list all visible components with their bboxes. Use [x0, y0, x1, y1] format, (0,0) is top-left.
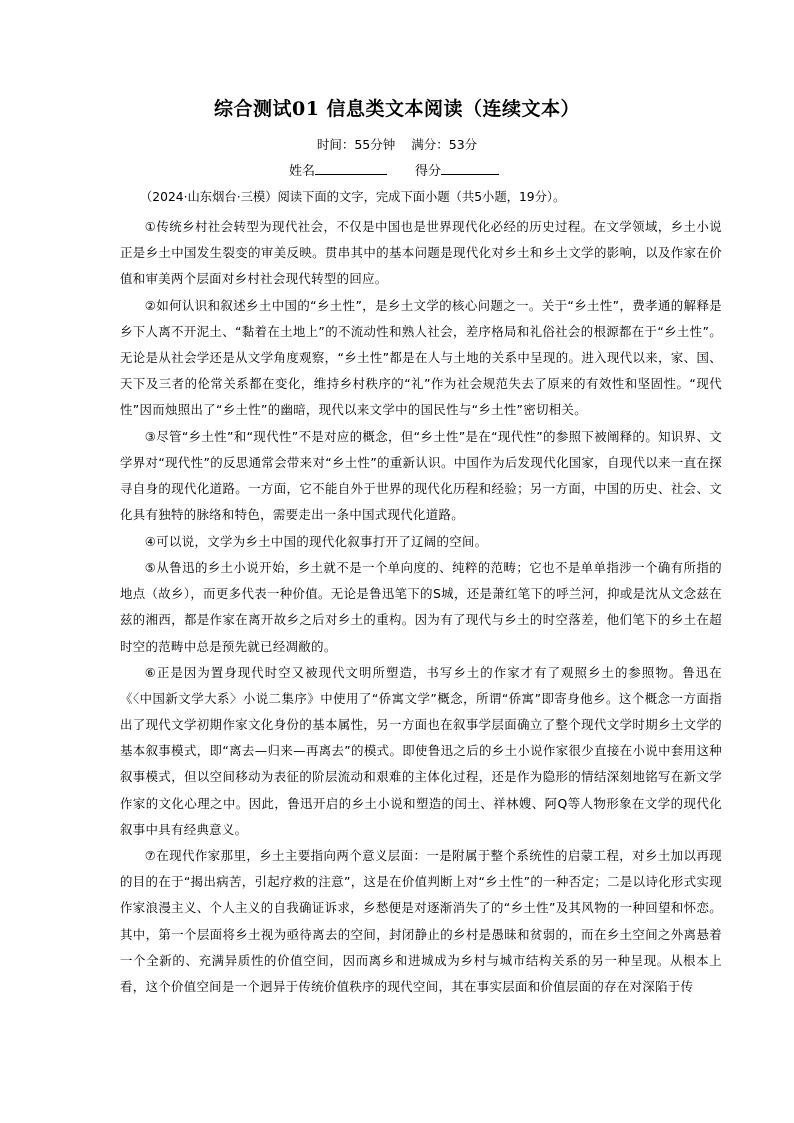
paragraph-4: ④可以说，文学为乡土中国的现代化叙事打开了辽阔的空间。: [144, 533, 488, 549]
name-score-row: [289, 160, 589, 179]
name-blank[interactable]: [315, 162, 387, 175]
page-title: 综合测试01 信息类文本阅读（连续文本）: [213, 98, 581, 120]
paragraph-3: ③尽管“乡土性”和“现代性”不是对应的概念，但“乡土性”是在“现代性”的参照下被阐释的。知识界、文学界对“现代性”的反思通常会带来对“乡土性”的重新认识。中国作为后发现代化国家，自现代以来一直在探寻自身的现代化道路。一方面，它不能自外于世界的现代化历程和经验；另一方面，中国的历史、社会、文化具有独特的脉络和特色，需要走出一条中国式现代化道路。: [120, 428, 722, 523]
name-label: 姓名: [289, 164, 316, 179]
question-source-line: （2024·山东烟台·三模）阅读下面的文字，完成下面小题（共5小题，19分）。: [140, 190, 566, 204]
score-label: 得分: [415, 164, 442, 179]
paragraph-5: ⑤从鲁迅的乡土小说开始，乡土就不是一个单向度的、纯粹的范畴；它也不是单单指涉一个确有所指的地点（故乡），而更多代表一种价值。无论是鲁迅笔下的S城，还是萧红笔下的呼兰河，抑或是沈从文念兹在兹的湘西，都是作家在离开故乡之后对乡土的重构。因为有了现代与乡土的时空落差，他们笔下的乡土在超时空的范畴中总是预先就已经凋敝的。: [120, 560, 722, 654]
reading-passage: [120, 214, 722, 1000]
paragraph-7: ⑦在现代作家那里，乡土主要指向两个意义层面：一是附属于整个系统性的启蒙工程，对乡土加以再现的目的在于“揭出病苦，引起疗救的注意”，这是在价值判断上对“乡土性”的一种否定；二是以诗化形式实现作家浪漫主义、个人主义的自我确证诉求，乡愁便是对逐渐消失了的“乡土性”及其风物的一种回望和怀恋。其中，第一个层面将乡土视为亟待离去的空间，封闭静止的乡村是愚昧和贫弱的，而在乡土空间之外离悬着一个全新的、充满异质性的价值空间，因而离乡和进城成为乡村与城市结构关系的另一种呈现。从根本上看，这个价值空间是一个迥异于传统价值秩序的现代空间，其在事实层面和价值层面的存在对深陷于传: [120, 848, 722, 994]
exam-meta: [0, 135, 794, 153]
full-score: 满分：53分: [411, 137, 478, 152]
score-blank[interactable]: [441, 162, 499, 175]
paragraph-2: ②如何认识和叙述乡土中国的“乡土性”，是乡土文学的核心问题之一。关于“乡土性”，费孝通的解释是乡下人离不开泥土、“黏着在土地上”的不流动性和熟人社会，差序格局和礼俗社会的根源都在于“乡土性”。无论是从社会学还是从文学角度观察，“乡土性”都是在人与土地的关系中呈现的。进入现代以来，家、国、天下及三者的伦常关系都在变化，维持乡村秩序的“礼”作为社会规范失去了原来的有效性和坚固性。“现代性”因而烛照出了“乡土性”的幽暗，现代以来文学中的国民性与“乡土性”密切相关。: [120, 297, 722, 418]
paragraph-1: ①传统乡村社会转型为现代社会，不仅是中国也是世界现代化必经的历史过程。在文学领域，乡土小说正是乡土中国发生裂变的审美反映。贯串其中的基本问题是现代化对乡土和乡土文学的影响，以及作家在价值和审美两个层面对乡村社会现代转型的回应。: [120, 219, 722, 287]
time-limit: 时间：55分钟: [316, 137, 396, 152]
paragraph-6: ⑥正是因为置身现代时空又被现代文明所塑造，书写乡土的作家才有了观照乡土的参照物。鲁迅在《〈中国新文学大系〉小说二集序》中使用了“侨寓文学”概念，所谓“侨寓”即寄身他乡。这个概念一方面指出了现代文学初期作家文化身份的基本属性，另一方面也在叙事学层面确立了整个现代文学时期乡土文学的基本叙事模式，即“离去—归来—再离去”的模式。即使鲁迅之后的乡土小说作家很少直接在小说中套用这种叙事模式，但以空间移动为表征的阶层流动和艰难的主体化过程，还是作为隐形的情结深刻地铭写在新文学作家的文化心理之中。因此，鲁迅开启的乡土小说和塑造的闰土、祥林嫂、阿Q等人物形象在文学的现代化叙事中具有经典意义。: [120, 665, 722, 837]
